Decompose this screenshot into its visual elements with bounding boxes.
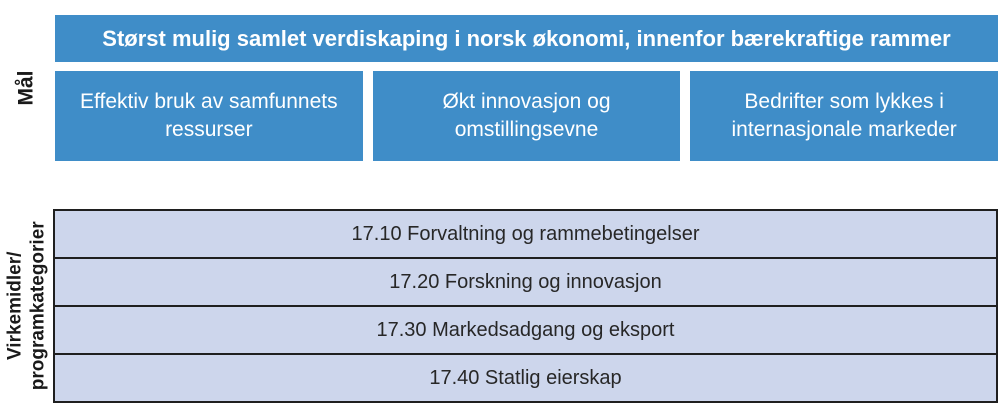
sub-goal-box-1 (55, 71, 363, 161)
program-category-row-4-text: 17.40 Statlig eierskap (429, 366, 622, 389)
instruments-side-label-line1: Virkemidler/ (4, 251, 26, 361)
sub-goal-box-2-text: Økt innovasjon og omstillingsevne (442, 89, 611, 141)
overall-goal-banner: Størst mulig samlet verdiskaping i norsk økonomi, innenfor bærekraftige rammer (55, 15, 998, 62)
program-category-row-2 (55, 259, 996, 307)
goals-side-label (4, 15, 50, 161)
instruments-side-label (0, 209, 54, 403)
instruments-side-label-line2: programkategorier (27, 221, 49, 391)
program-category-row-2-text: 17.20 Forskning og innovasjon (389, 270, 662, 293)
goals-side-label-text: Mål (14, 70, 38, 106)
sub-goal-box-3-text: Bedrifter som lykkes i internasjonale markeder (731, 89, 957, 141)
program-category-row-3-text: 17.30 Markedsadgang og eksport (376, 318, 675, 341)
program-categories-table (53, 209, 998, 403)
program-category-row-4 (55, 355, 996, 401)
sub-goal-box-3 (690, 71, 998, 161)
sub-goal-box-2 (373, 71, 681, 161)
program-category-row-1 (55, 211, 996, 259)
sub-goal-boxes (55, 71, 998, 161)
program-category-row-3 (55, 307, 996, 355)
sub-goal-box-1-text: Effektiv bruk av samfunnets ressurser (80, 89, 338, 141)
instruments-side-label-text (4, 222, 50, 391)
program-category-row-1-text: 17.10 Forvaltning og rammebetingelser (351, 222, 700, 245)
